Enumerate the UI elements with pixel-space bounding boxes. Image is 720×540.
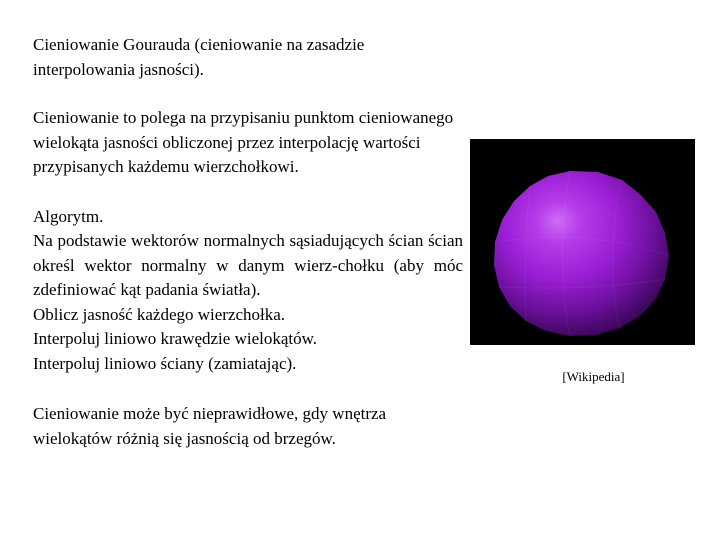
gouraud-sphere-image xyxy=(470,139,695,345)
algorithm-section xyxy=(33,205,463,377)
text-column xyxy=(33,33,463,451)
algorithm-step-faces: Interpoluj liniowo ściany (zamiatając). xyxy=(33,353,297,373)
limitation-paragraph: Cieniowanie może być nieprawidłowe, gdy wnętrza wielokątów różnią się jasnością od brzegów. xyxy=(33,404,387,448)
figure-caption: [Wikipedia] xyxy=(562,369,625,384)
definition-paragraph: Cieniowanie to polega na przypisaniu punktom cieniowanego wielokąta jasności obliczonej przez interpolację wartości przypisanych każdemu wierzchołkowi. xyxy=(33,108,454,176)
algorithm-step-edges: Interpoluj liniowo krawędzie wielokątów. xyxy=(33,329,318,348)
algorithm-step-normals: Na podstawie wektorów normalnych sąsiadujących ścian ścian określ wektor normalny w danym wierz-chołku (aby móc zdefiniować kąt padania światła). xyxy=(33,231,463,299)
algorithm-step-brightness: Oblicz jasność każdego wierzchołka. xyxy=(33,304,286,324)
algorithm-title: Algorytm. xyxy=(33,206,104,226)
sphere-body xyxy=(494,171,669,336)
gouraud-sphere-figure xyxy=(470,139,695,345)
intro-paragraph: Cieniowanie Gourauda (cieniowanie na zasadzie interpolowania jasności). xyxy=(33,35,365,79)
